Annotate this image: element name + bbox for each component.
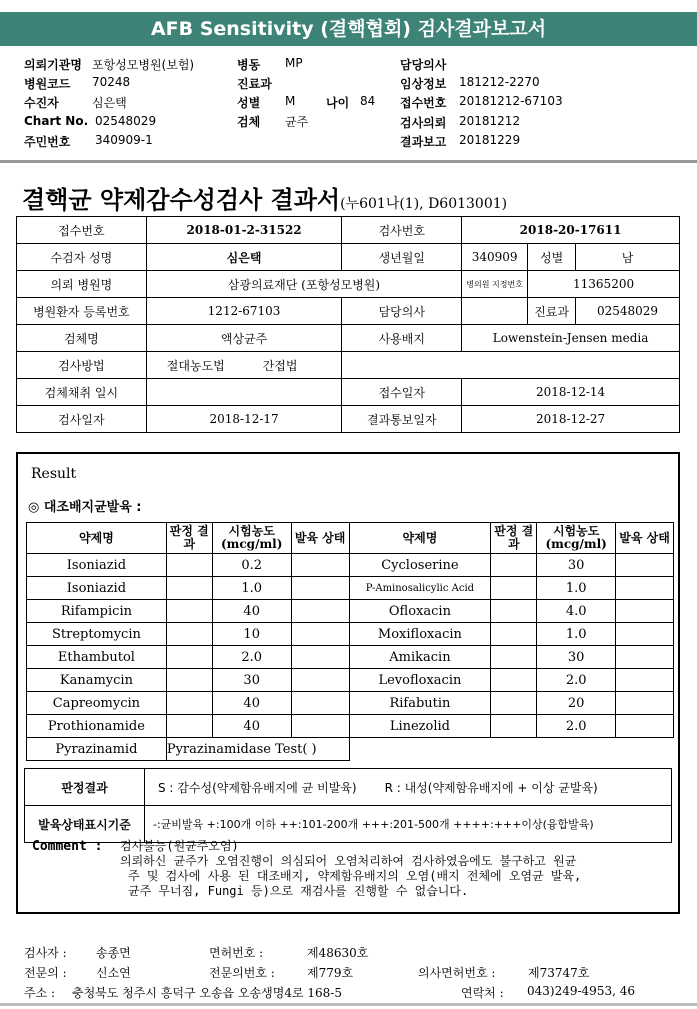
age-value: 84 [360,94,376,108]
comment-text [120,839,680,899]
drug-name: Kanamycin [27,669,167,692]
growth-cell [291,623,349,646]
patient-no: 1212-67103 [146,298,342,325]
ssn-value: 340909-1 [95,133,153,147]
info-label: 병의원 지정번호 [462,271,528,298]
expert-no-value: 제779호 [307,966,354,980]
judge-cell [166,669,212,692]
chart-no-label: Chart No. [24,114,89,128]
drug-name: Rifabutin [349,692,491,715]
chart-no-value: 02548029 [95,114,157,128]
growth-legend-label: 발육상태표시기준 [25,806,145,843]
receive-date: 2018-12-14 [462,379,680,406]
conc-cell: 1.0 [537,577,616,600]
col-conc: 시험농도 (mcg/ml) [212,523,291,554]
info-label: 생년월일 [342,244,462,271]
judge-r: R : 내성(약제함유배지에 + 이상 균발육) [384,780,598,795]
hospital-value: 포항성모병원(보험) [92,58,195,72]
collect-date [146,379,342,406]
address-value: 충청북도 청주시 흥덕구 오송읍 오송생명4로 168-5 [72,986,342,1000]
sex-value: M [285,94,296,108]
info-label: 검체명 [17,325,147,352]
dept-label: 진료과 [237,77,272,91]
patient-sex: 남 [576,244,680,271]
reception-no: 2018-01-2-31522 [146,217,342,244]
judge-cell [491,623,537,646]
info-label: 담당의사 [342,298,462,325]
drug-name: Moxifloxacin [349,623,491,646]
conc-cell: 1.0 [537,623,616,646]
comment-line: 주 및 검사에 사용 된 대조배지, 약제함유배지의 오염(배지 전체에 오염균 발육, [128,869,582,883]
judge-cell [166,692,212,715]
drug-name: Rifampicin [27,600,167,623]
drug-row [27,623,674,646]
info-label: 결과통보일자 [342,406,462,433]
conc-cell: 10 [212,623,291,646]
conc-cell: 2.0 [212,646,291,669]
growth-cell [291,692,349,715]
patient-name: 심은택 [146,244,342,271]
drug-name: Streptomycin [27,623,167,646]
report-date-label: 결과보고 [400,135,447,149]
col-conc: 시험농도 (mcg/ml) [537,523,616,554]
age-label: 나이 [326,96,350,110]
hospital-label: 의뢰기관명 [24,58,82,72]
drug-row [27,554,674,577]
hospital-code: 11365200 [528,271,680,298]
specimen-name: 액상균주 [146,325,342,352]
license-label: 면허번호 : [209,946,264,960]
specimen-value: 균주 [285,115,309,129]
info-label: 검체채취 일시 [17,379,147,406]
conc-cell: 30 [537,646,616,669]
growth-cell [291,554,349,577]
info-label: 사용배지 [342,325,462,352]
col-drug: 약제명 [349,523,491,554]
growth-cell [291,669,349,692]
conc-cell: 2.0 [537,715,616,738]
contact-label: 연락처 : [461,986,504,1000]
medium-name: Lowenstein-Jensen media [462,325,680,352]
growth-cell [291,646,349,669]
growth-cell [616,554,674,577]
growth-cell [291,600,349,623]
info-label: 접수일자 [342,379,462,406]
drug-name: Ethambutol [27,646,167,669]
ssn-label: 주민번호 [24,135,71,149]
test-no: 2018-20-17611 [462,217,680,244]
info-label: 진료과 [528,298,576,325]
judge-cell [166,715,212,738]
ward-value: MP [285,56,303,70]
col-judge: 판정 결과 [491,523,537,554]
judge-cell [166,623,212,646]
address-label: 주소 : [24,986,56,1000]
judge-cell [491,554,537,577]
judge-cell [491,715,537,738]
doctor-name [462,298,528,325]
comment-line: 균주 무너짐, Fungi 등)으로 재검사를 진행할 수 없습니다. [128,884,469,898]
method-cell [146,352,342,379]
clinical-info-value: 181212-2270 [459,75,540,89]
drug-name: Cycloserine [349,554,491,577]
report-banner-title: AFB Sensitivity (결핵협회) 검사결과보고서 [0,12,697,46]
conc-cell: 4.0 [537,600,616,623]
col-drug: 약제명 [27,523,167,554]
report-title-text: 결핵균 약제감수성검사 결과서 [22,185,341,214]
drug-name: Levofloxacin [349,669,491,692]
hospital-name: 삼광의료재단 (포항성모병원) [146,271,461,298]
growth-cell [616,669,674,692]
drug-name: P-Aminosalicylic Acid [349,577,491,600]
drug-name: Amikacin [349,646,491,669]
expert-name: 신소연 [96,966,131,980]
ward-label: 병동 [237,58,261,72]
drug-name: Isoniazid [27,577,167,600]
info-label: 검사번호 [342,217,462,244]
clinical-info-label: 임상정보 [400,77,447,91]
drug-name: Ofloxacin [349,600,491,623]
conc-cell: 30 [537,554,616,577]
growth-cell [616,623,674,646]
growth-cell [616,646,674,669]
tester-label: 검사자 : [24,946,67,960]
control-growth-label: ◎ 대조배지균발육 : [28,500,142,515]
dept-value: 02548029 [576,298,680,325]
growth-cell [616,692,674,715]
sex-label: 성별 [237,96,261,110]
method-1: 절대농도법 [166,358,225,373]
test-date: 2018-12-17 [146,406,342,433]
growth-legend-text: -:균비발육 +:100개 이하 ++:101-200개 +++:201-500개 ++++:+++이상(융합발육) [145,806,672,843]
expert-no-label: 전문의번호 : [209,966,275,980]
empty-cell [349,738,673,761]
info-label: 병원환자 등록번호 [17,298,147,325]
judge-cell [491,669,537,692]
judge-cell [166,554,212,577]
comment-label: Comment : [32,839,103,854]
birth-date: 340909 [462,244,528,271]
notify-date: 2018-12-27 [462,406,680,433]
judge-cell [166,577,212,600]
report-title [22,180,507,215]
drug-name: Linezolid [349,715,491,738]
judge-s: S : 감수성(약제함유배지에 균 비발육) [158,780,357,795]
info-label: 의뢰 병원명 [17,271,147,298]
info-label: 접수번호 [17,217,147,244]
request-value: 20181212 [459,114,521,128]
expert-label: 전문의 : [24,966,67,980]
conc-cell: 30 [212,669,291,692]
drug-table [26,522,674,761]
conc-cell: 40 [212,692,291,715]
report-date-value: 20181229 [459,133,521,147]
drug-row [27,692,674,715]
doc-license-label: 의사면허번호 : [418,966,496,980]
conc-cell: 40 [212,715,291,738]
bottom-rule [0,1003,697,1006]
conc-cell: 2.0 [537,669,616,692]
reception-value: 20181212-67103 [459,94,563,108]
judge-cell [491,692,537,715]
judge-cell [166,646,212,669]
patient-value: 심은택 [92,96,127,110]
drug-row [27,715,674,738]
drug-name: Capreomycin [27,692,167,715]
judge-cell [491,577,537,600]
hospital-code-label: 병원코드 [24,77,71,91]
judge-cell [166,600,212,623]
divider [0,160,697,163]
info-label: 수검자 성명 [17,244,147,271]
specimen-label: 검체 [237,115,261,129]
info-label: 검사일자 [17,406,147,433]
license-value: 제48630호 [307,946,369,960]
pza-test: Pyrazinamidase Test( ) [166,738,349,761]
info-label: 검사방법 [17,352,147,379]
judge-text [145,769,672,806]
growth-cell [616,715,674,738]
info-label: 성별 [528,244,576,271]
pza-drug: Pyrazinamid [27,738,167,761]
conc-cell: 1.0 [212,577,291,600]
pza-row [27,738,674,761]
col-growth: 발육 상태 [616,523,674,554]
patient-info-table [16,216,680,433]
growth-cell [291,715,349,738]
growth-cell [291,577,349,600]
conc-cell: 20 [537,692,616,715]
judge-label: 판정결과 [25,769,145,806]
drug-row [27,600,674,623]
drug-name: Prothionamide [27,715,167,738]
report-code: (누601나(1), D6013001) [340,196,508,212]
judge-legend [24,768,672,843]
comment-line: 의뢰하신 균주가 오염진행이 의심되어 오염처리하여 검사하였음에도 불구하고 원균 [120,854,577,868]
drug-name: Isoniazid [27,554,167,577]
judge-cell [491,600,537,623]
contact-value: 043)249-4953, 46 [527,984,635,998]
reception-label: 접수번호 [400,96,447,110]
conc-cell: 0.2 [212,554,291,577]
judge-cell [491,646,537,669]
method-2: 간접법 [262,358,298,373]
growth-cell [616,577,674,600]
conc-cell: 40 [212,600,291,623]
doc-license-value: 제73747호 [528,966,590,980]
hospital-code-value: 70248 [92,75,131,89]
growth-cell [616,600,674,623]
result-title: Result [31,466,77,482]
request-label: 검사의뢰 [400,116,447,130]
col-judge: 판정 결과 [166,523,212,554]
col-growth: 발육 상태 [291,523,349,554]
drug-row [27,646,674,669]
drug-row [27,669,674,692]
result-section [16,452,680,914]
drug-row [27,577,674,600]
comment-line: 검사불능(원균주오염) [120,839,239,853]
empty-cell [342,352,680,379]
doctor-label: 담당의사 [400,58,447,72]
tester-name: 송종면 [96,946,131,960]
patient-label: 수진자 [24,96,59,110]
